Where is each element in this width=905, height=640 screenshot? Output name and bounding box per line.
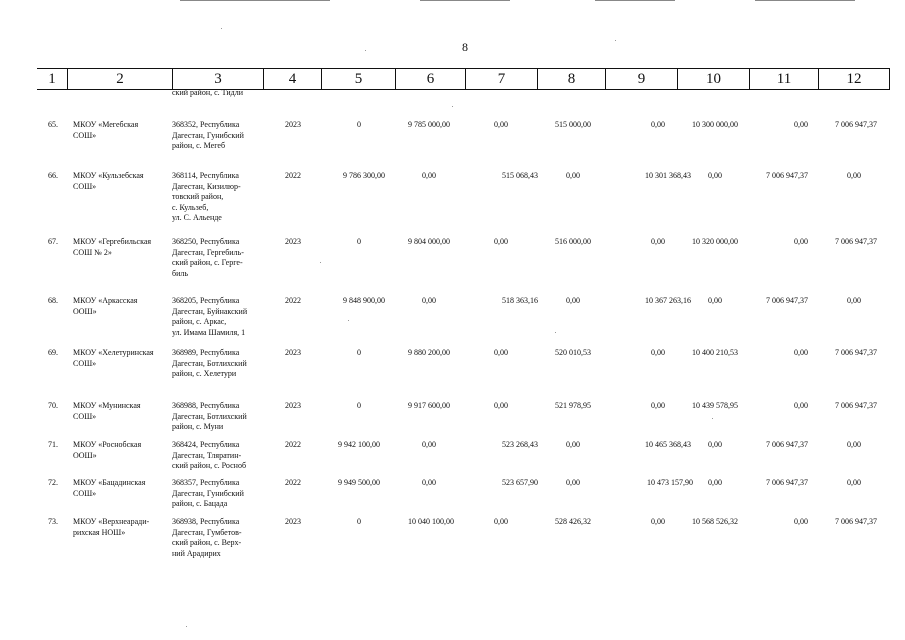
col-8-value: 0,00 bbox=[566, 440, 580, 449]
school-address: 368424, Республика Дагестан, Тляратин- ский район, с. Росноб bbox=[172, 440, 247, 470]
col-12-value: 7 006 947,37 bbox=[835, 517, 877, 526]
school-address: 368352, Республика Дагестан, Гунибский район, с. Мегеб bbox=[172, 120, 244, 150]
col-11-value: 0,00 bbox=[794, 120, 808, 129]
col-6-value: 9 785 000,00 bbox=[408, 120, 450, 129]
school-address: 368205, Республика Дагестан, Буйнакский район, с. Аркас, ул. Имама Шамиля, 1 bbox=[172, 296, 248, 337]
col-6-value: 0,00 bbox=[422, 296, 436, 305]
header-col-11: 11 bbox=[749, 69, 818, 89]
school-address: 368250, Республика Дагестан, Гергебиль- ский район, с. Герге- биль bbox=[172, 237, 244, 278]
row-number: 72. bbox=[48, 478, 58, 487]
header-col-12: 12 bbox=[818, 69, 890, 89]
header-col-8: 8 bbox=[537, 69, 605, 89]
col-12-value: 7 006 947,37 bbox=[835, 401, 877, 410]
col-9-value: 10 465 368,43 bbox=[645, 440, 691, 449]
col-12-value: 0,00 bbox=[847, 440, 861, 449]
col-6-value: 9 880 200,00 bbox=[408, 348, 450, 357]
school-name: МКОУ «Кульзебская СОШ» bbox=[73, 171, 144, 191]
table-header bbox=[37, 68, 890, 90]
col-11-value: 0,00 bbox=[794, 517, 808, 526]
col-5-value: 9 786 300,00 bbox=[343, 171, 385, 180]
col-5-value: 0 bbox=[357, 348, 361, 357]
scan-speck bbox=[320, 262, 321, 263]
continued-address: ский район, с. Тидли bbox=[172, 88, 243, 97]
col-12-value: 0,00 bbox=[847, 296, 861, 305]
scan-rule bbox=[180, 0, 330, 1]
scan-speck bbox=[348, 320, 349, 321]
school-address: 368114, Республика Дагестан, Кизилюр- товский район, с. Кульзеб, ул. С. Альенде bbox=[172, 171, 241, 222]
header-col-5: 5 bbox=[321, 69, 395, 89]
school-name: МКОУ «Мунинская СОШ» bbox=[73, 401, 141, 421]
col-10-value: 10 439 578,95 bbox=[692, 401, 738, 410]
row-number: 65. bbox=[48, 120, 58, 129]
year: 2022 bbox=[285, 296, 301, 305]
col-6-value: 10 040 100,00 bbox=[408, 517, 454, 526]
col-11-value: 7 006 947,37 bbox=[766, 440, 808, 449]
col-7-value: 0,00 bbox=[494, 517, 508, 526]
col-8-value: 515 000,00 bbox=[555, 120, 591, 129]
scan-rule bbox=[595, 0, 675, 1]
school-name: МКОУ «Верхнеаради- рихская НОШ» bbox=[73, 517, 150, 537]
school-address: 368988, Республика Дагестан, Ботлихский район, с. Муни bbox=[172, 401, 247, 431]
col-7-value: 0,00 bbox=[494, 348, 508, 357]
col-8-value: 0,00 bbox=[566, 171, 580, 180]
header-col-4: 4 bbox=[263, 69, 321, 89]
col-7-value: 523 268,43 bbox=[502, 440, 538, 449]
col-9-value: 0,00 bbox=[651, 348, 665, 357]
scan-speck bbox=[555, 332, 556, 333]
col-8-value: 528 426,32 bbox=[555, 517, 591, 526]
header-col-9: 9 bbox=[605, 69, 677, 89]
col-10-value: 10 320 000,00 bbox=[692, 237, 738, 246]
school-name: МКОУ «Роснобская ООШ» bbox=[73, 440, 142, 460]
col-8-value: 0,00 bbox=[566, 296, 580, 305]
row-number: 68. bbox=[48, 296, 58, 305]
col-5-value: 0 bbox=[357, 401, 361, 410]
col-11-value: 7 006 947,37 bbox=[766, 296, 808, 305]
col-8-value: 0,00 bbox=[566, 478, 580, 487]
scan-speck bbox=[221, 28, 222, 29]
col-10-value: 10 400 210,53 bbox=[692, 348, 738, 357]
col-11-value: 7 006 947,37 bbox=[766, 171, 808, 180]
col-10-value: 10 568 526,32 bbox=[692, 517, 738, 526]
header-col-10: 10 bbox=[677, 69, 749, 89]
school-name: МКОУ «Хелетуринская СОШ» bbox=[73, 348, 154, 368]
col-7-value: 0,00 bbox=[494, 237, 508, 246]
row-number: 66. bbox=[48, 171, 58, 180]
col-9-value: 0,00 bbox=[651, 120, 665, 129]
scan-speck bbox=[186, 626, 187, 627]
row-number: 70. bbox=[48, 401, 58, 410]
school-address: 368989, Республика Дагестан, Ботлихский район, с. Хелетури bbox=[172, 348, 247, 378]
scan-speck bbox=[452, 106, 453, 107]
col-6-value: 9 917 600,00 bbox=[408, 401, 450, 410]
col-7-value: 515 068,43 bbox=[502, 171, 538, 180]
col-5-value: 0 bbox=[357, 237, 361, 246]
col-8-value: 520 010,53 bbox=[555, 348, 591, 357]
school-name: МКОУ «Аркасская ООШ» bbox=[73, 296, 138, 316]
school-address: 368938, Республика Дагестан, Гумбетов- ский район, с. Верх- ний Арадирих bbox=[172, 517, 242, 558]
col-5-value: 9 942 100,00 bbox=[338, 440, 380, 449]
header-col-1: 1 bbox=[48, 71, 56, 87]
col-6-value: 0,00 bbox=[422, 171, 436, 180]
header-col-6: 6 bbox=[395, 69, 465, 89]
school-name: МКОУ «Гергебильская СОШ № 2» bbox=[73, 237, 152, 257]
scan-speck bbox=[712, 418, 713, 419]
page-number: 8 bbox=[462, 40, 468, 54]
col-5-value: 9 949 500,00 bbox=[338, 478, 380, 487]
col-7-value: 523 657,90 bbox=[502, 478, 538, 487]
header-col-7: 7 bbox=[465, 69, 537, 89]
col-10-value: 0,00 bbox=[708, 440, 722, 449]
school-name: МКОУ «Мегебская СОШ» bbox=[73, 120, 139, 140]
col-9-value: 10 473 157,90 bbox=[647, 478, 693, 487]
col-5-value: 0 bbox=[357, 120, 361, 129]
year: 2022 bbox=[285, 171, 301, 180]
year: 2023 bbox=[285, 237, 301, 246]
col-9-value: 10 301 368,43 bbox=[645, 171, 691, 180]
year: 2023 bbox=[285, 348, 301, 357]
year: 2023 bbox=[285, 120, 301, 129]
col-11-value: 0,00 bbox=[794, 401, 808, 410]
col-12-value: 7 006 947,37 bbox=[835, 348, 877, 357]
year: 2023 bbox=[285, 401, 301, 410]
year: 2022 bbox=[285, 440, 301, 449]
header-col-2: 2 bbox=[67, 69, 172, 89]
col-9-value: 0,00 bbox=[651, 237, 665, 246]
row-number: 69. bbox=[48, 348, 58, 357]
school-address: 368357, Республика Дагестан, Гунибский район, с. Бацада bbox=[172, 478, 244, 508]
col-6-value: 0,00 bbox=[422, 440, 436, 449]
col-10-value: 10 300 000,00 bbox=[692, 120, 738, 129]
col-10-value: 0,00 bbox=[708, 171, 722, 180]
col-12-value: 0,00 bbox=[847, 478, 861, 487]
col-9-value: 0,00 bbox=[651, 401, 665, 410]
header-col-3: 3 bbox=[172, 69, 263, 89]
col-6-value: 0,00 bbox=[422, 478, 436, 487]
scan-rule bbox=[420, 0, 510, 1]
year: 2022 bbox=[285, 478, 301, 487]
row-number: 71. bbox=[48, 440, 58, 449]
col-5-value: 0 bbox=[357, 517, 361, 526]
col-7-value: 518 363,16 bbox=[502, 296, 538, 305]
row-number: 67. bbox=[48, 237, 58, 246]
col-12-value: 7 006 947,37 bbox=[835, 120, 877, 129]
col-10-value: 0,00 bbox=[708, 296, 722, 305]
year: 2023 bbox=[285, 517, 301, 526]
col-11-value: 0,00 bbox=[794, 348, 808, 357]
col-10-value: 0,00 bbox=[708, 478, 722, 487]
col-8-value: 521 978,95 bbox=[555, 401, 591, 410]
row-number: 73. bbox=[48, 517, 58, 526]
scan-rule bbox=[755, 0, 855, 1]
col-7-value: 0,00 bbox=[494, 120, 508, 129]
school-name: МКОУ «Бацадинская СОШ» bbox=[73, 478, 146, 498]
col-11-value: 0,00 bbox=[794, 237, 808, 246]
col-7-value: 0,00 bbox=[494, 401, 508, 410]
col-8-value: 516 000,00 bbox=[555, 237, 591, 246]
col-12-value: 7 006 947,37 bbox=[835, 237, 877, 246]
col-5-value: 9 848 900,00 bbox=[343, 296, 385, 305]
col-6-value: 9 804 000,00 bbox=[408, 237, 450, 246]
col-11-value: 7 006 947,37 bbox=[766, 478, 808, 487]
col-12-value: 0,00 bbox=[847, 171, 861, 180]
col-9-value: 0,00 bbox=[651, 517, 665, 526]
col-9-value: 10 367 263,16 bbox=[645, 296, 691, 305]
